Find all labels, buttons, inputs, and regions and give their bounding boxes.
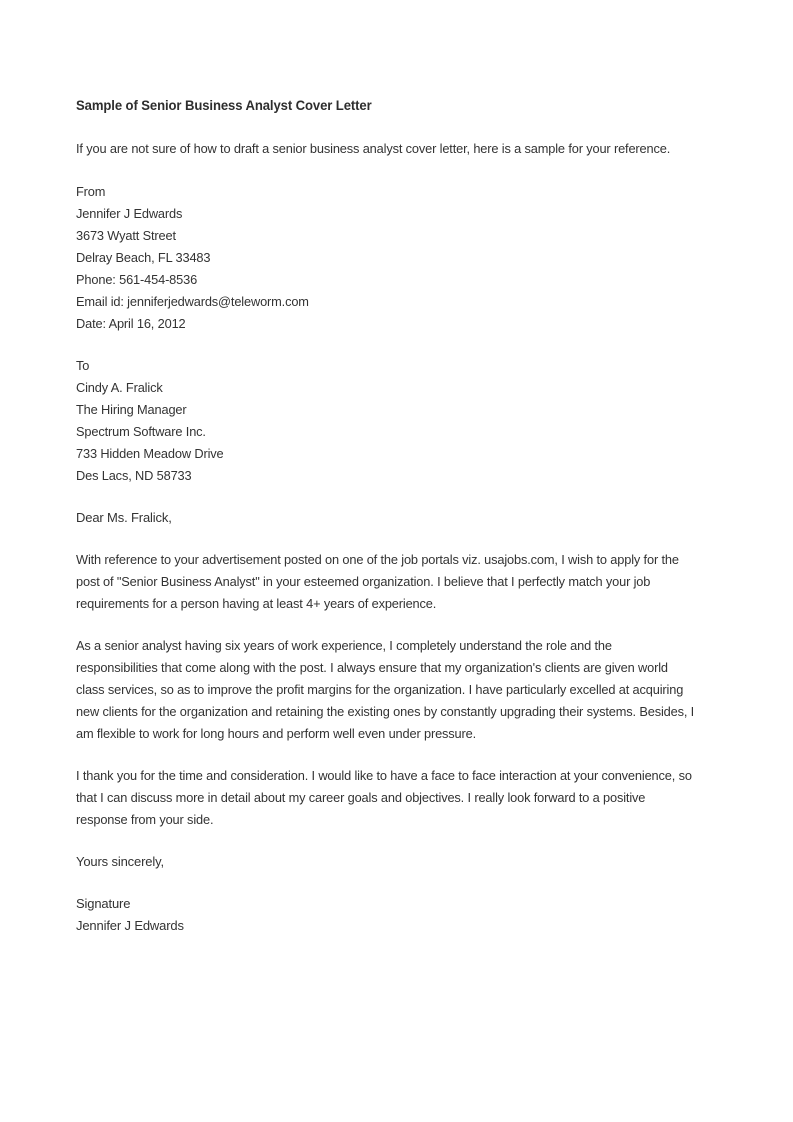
sender-phone: Phone: 561-454-8536 bbox=[76, 272, 198, 287]
letter-date: Date: April 16, 2012 bbox=[76, 316, 186, 331]
closing-salutation: Yours sincerely, bbox=[76, 854, 164, 869]
signature-name: Jennifer J Edwards bbox=[76, 918, 184, 933]
recipient-address-block bbox=[76, 355, 706, 487]
sender-address-block bbox=[76, 181, 706, 335]
intro-paragraph: If you are not sure of how to draft a senior business analyst cover letter, here is a sample for your reference. bbox=[76, 141, 671, 156]
recipient-name: Cindy A. Fralick bbox=[76, 380, 163, 395]
sender-from-label: From bbox=[76, 184, 106, 199]
recipient-designation: The Hiring Manager bbox=[76, 402, 187, 417]
signature-block bbox=[76, 893, 706, 937]
page-title: Sample of Senior Business Analyst Cover Letter bbox=[76, 98, 372, 113]
signature-label: Signature bbox=[76, 896, 131, 911]
recipient-street: 733 Hidden Meadow Drive bbox=[76, 446, 224, 461]
sender-city-state-zip: Delray Beach, FL 33483 bbox=[76, 250, 211, 265]
recipient-to-label: To bbox=[76, 358, 90, 373]
recipient-company: Spectrum Software Inc. bbox=[76, 424, 206, 439]
sender-email: Email id: jenniferjedwards@teleworm.com bbox=[76, 294, 309, 309]
sender-street: 3673 Wyatt Street bbox=[76, 228, 176, 243]
body-paragraph-1: With reference to your advertisement posted on one of the job portals viz. usajobs.com, I wish to apply for the post of "Senior Business Analyst" in your esteemed organization. I believe that I perfectly match your job requirements for a person having at least 4+ years of experience. bbox=[76, 552, 679, 611]
recipient-city-state-zip: Des Lacs, ND 58733 bbox=[76, 468, 192, 483]
sender-name: Jennifer J Edwards bbox=[76, 206, 183, 221]
salutation: Dear Ms. Fralick, bbox=[76, 510, 172, 525]
body-paragraph-2: As a senior analyst having six years of work experience, I completely understand the role and the responsibilities that come along with the post. I always ensure that my organization's clients are given world class services, so as to improve the profit margins for the organization. I have particularly excelled at acquiring new clients for the organization and retaining the existing ones by constantly upgrading their systems. Besides, I am flexible to work for long hours and perform well even under pressure. bbox=[76, 638, 695, 741]
body-paragraph-3: I thank you for the time and consideration. I would like to have a face to face interaction at your convenience, so that I can discuss more in detail about my career goals and objectives. I really look forward to a positive response from your side. bbox=[76, 768, 692, 827]
cover-letter-body bbox=[76, 97, 706, 937]
